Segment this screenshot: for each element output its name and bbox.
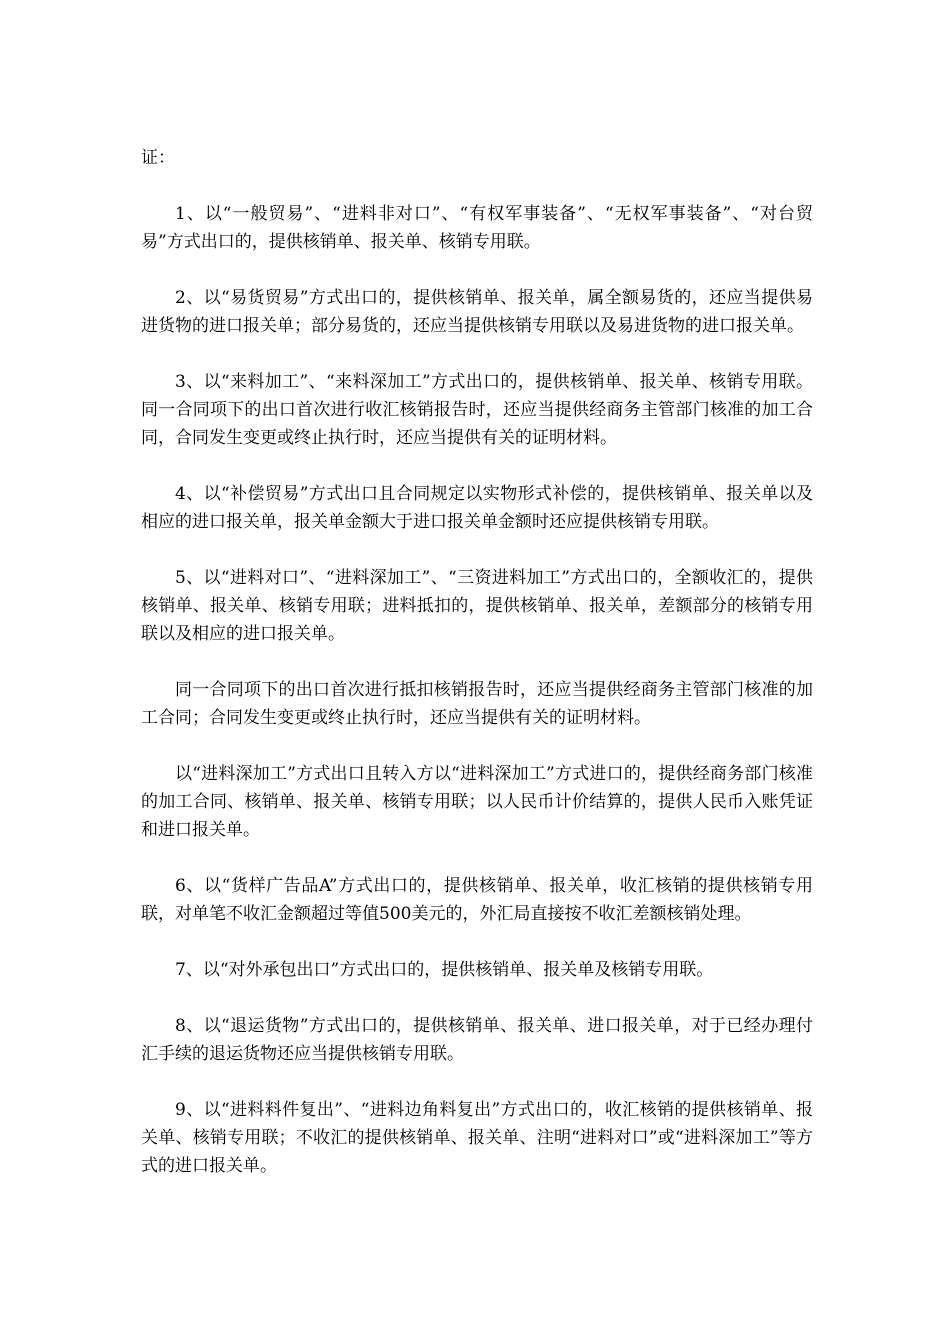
paragraph-item-6: 6、以“货样广告品A”方式出口的，提供核销单、报关单，收汇核销的提供核销专用联，对单笔不收汇金额超过等值500美元的，外汇局直接按不收汇差额核销处理。 — [141, 876, 813, 924]
paragraph-item-7: 7、以“对外承包出口”方式出口的，提供核销单、报关单及核销专用联。 — [175, 960, 714, 980]
paragraph-item-1: 1、以“一般贸易”、“进料非对口”、“有权军事装备”、“无权军事装备”、“对台贸易”方式出口的，提供核销单、报关单、核销专用联。 — [141, 204, 813, 252]
paragraph-item-5-note-1: 同一合同项下的出口首次进行抵扣核销报告时，还应当提供经商务主管部门核准的加工合同；合同发生变更或终止执行时，还应当提供有关的证明材料。 — [141, 680, 813, 728]
paragraph-item-8: 8、以“退运货物”方式出口的，提供核销单、报关单、进口报关单，对于已经办理付汇手续的退运货物还应当提供核销专用联。 — [141, 1016, 813, 1064]
paragraph-item-3: 3、以“来料加工”、“来料深加工”方式出口的，提供核销单、报关单、核销专用联。同一合同项下的出口首次进行收汇核销报告时，还应当提供经商务主管部门核准的加工合同，合同发生变更或终止执行时，还应当提供有关的证明材料。 — [141, 372, 813, 448]
document-page — [141, 144, 813, 1208]
paragraph-item-4: 4、以“补偿贸易”方式出口且合同规定以实物形式补偿的，提供核销单、报关单以及相应的进口报关单，报关单金额大于进口报关单金额时还应提供核销专用联。 — [141, 484, 813, 532]
paragraph-item-9: 9、以“进料料件复出”、“进料边角料复出”方式出口的，收汇核销的提供核销单、报关单、核销专用联；不收汇的提供核销单、报关单、注明“进料对口”或“进料深加工”等方式的进口报关单。 — [141, 1100, 813, 1176]
paragraph-continuation: 证： — [141, 148, 175, 168]
paragraph-item-5-note-2: 以“进料深加工”方式出口且转入方以“进料深加工”方式进口的，提供经商务部门核准的加工合同、核销单、报关单、核销专用联；以人民币计价结算的，提供人民币入账凭证和进口报关单。 — [141, 764, 813, 840]
paragraph-item-2: 2、以“易货贸易”方式出口的，提供核销单、报关单，属全额易货的，还应当提供易进货物的进口报关单；部分易货的，还应当提供核销专用联以及易进货物的进口报关单。 — [141, 288, 813, 336]
paragraph-item-5: 5、以“进料对口”、“进料深加工”、“三资进料加工”方式出口的，全额收汇的，提供核销单、报关单、核销专用联；进料抵扣的，提供核销单、报关单，差额部分的核销专用联以及相应的进口报关单。 — [141, 568, 813, 644]
